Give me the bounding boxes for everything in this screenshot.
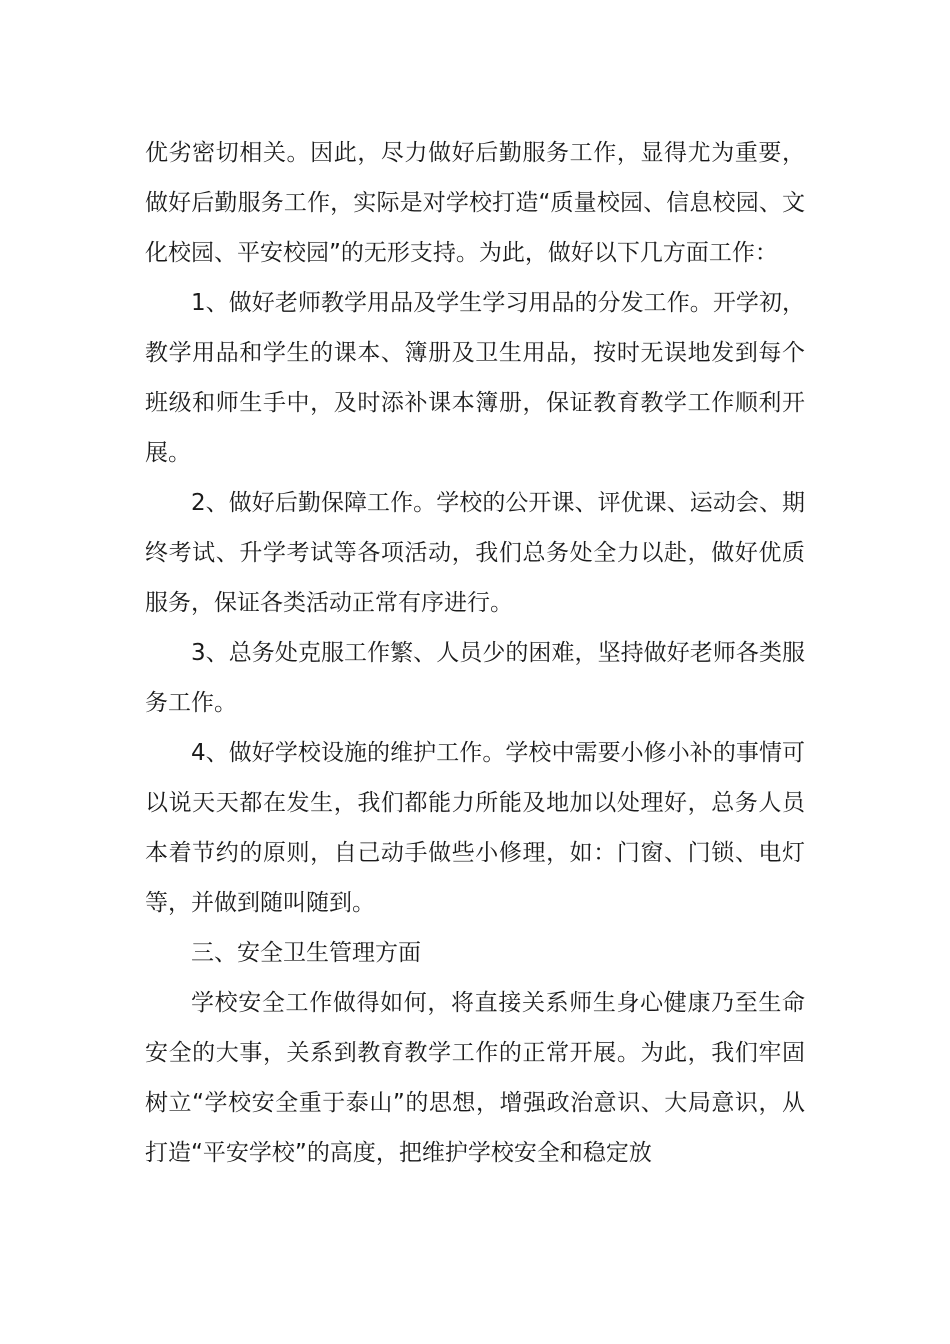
paragraph-1: 优劣密切相关。因此，尽力做好后勤服务工作，显得尤为重要，做好后勤服务工作，实际是对学校打造“质量校园、信息校园、文化校园、平安校园”的无形支持。为此，做好以下几方面工作： [145, 140, 805, 266]
paragraph-7-safety: 学校安全工作做得如何，将直接关系师生身心健康乃至生命安全的大事，关系到教育教学工作的正常开展。为此，我们牢固树立“学校安全重于泰山”的思想，增强政治意识、大局意识，从打造“平安学校”的高度，把维护学校安全和稳定放 [145, 990, 805, 1166]
paragraph-5-item-4: 4、做好学校设施的维护工作。学校中需要小修小补的事情可以说天天都在发生，我们都能力所能及地加以处理好，总务人员本着节约的原则，自己动手做些小修理，如：门窗、门锁、电灯等，并做到随叫随到。 [145, 740, 805, 916]
paragraph-2-item-1: 1、做好老师教学用品及学生学习用品的分发工作。开学初，教学用品和学生的课本、簿册及卫生用品，按时无误地发到每个班级和师生手中，及时添补课本簿册，保证教育教学工作顺利开展。 [145, 290, 805, 466]
document-body [145, 128, 805, 1178]
paragraph-3-item-2: 2、做好后勤保障工作。学校的公开课、评优课、运动会、期终考试、升学考试等各项活动，我们总务处全力以赴，做好优质服务，保证各类活动正常有序进行。 [145, 490, 805, 616]
section-heading-safety: 三、安全卫生管理方面 [191, 940, 421, 966]
paragraph-4-item-3: 3、总务处克服工作繁、人员少的困难，坚持做好老师各类服务工作。 [145, 640, 805, 716]
